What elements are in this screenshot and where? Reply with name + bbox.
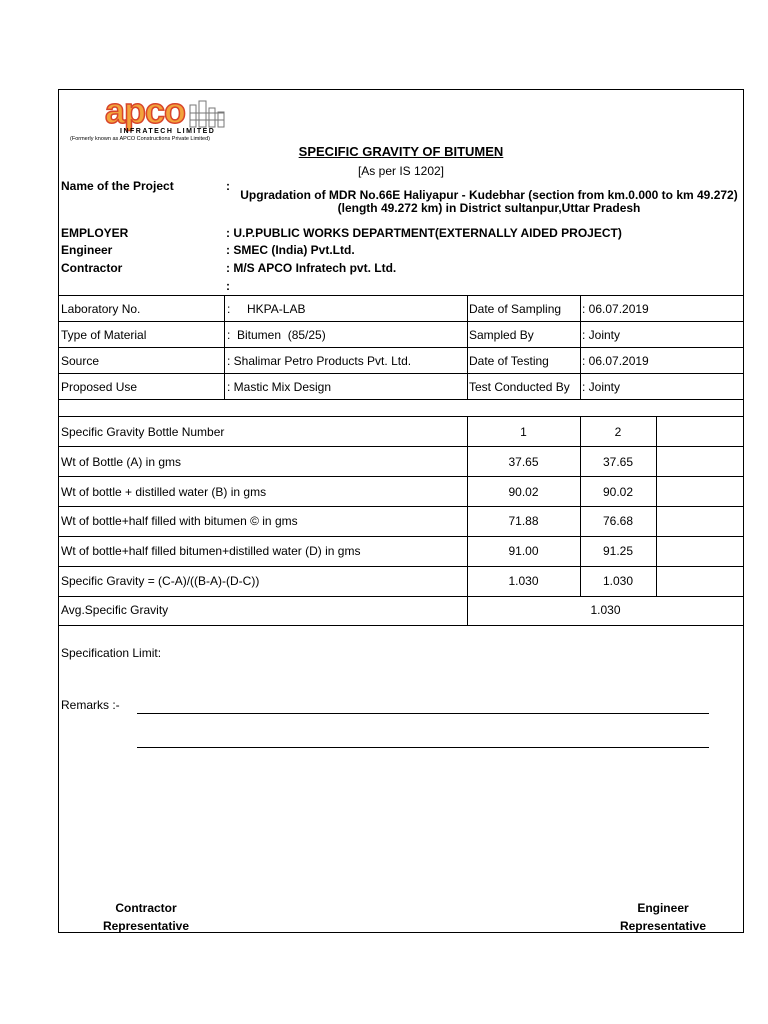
- engineer-label: Engineer: [61, 243, 113, 257]
- rule: [58, 321, 744, 322]
- rule: [58, 399, 744, 400]
- rule: [58, 295, 744, 296]
- col-divider: [656, 416, 657, 596]
- engineer-value: : SMEC (India) Pvt.Ltd.: [226, 243, 355, 257]
- engineer-signature-line2: Representative: [619, 919, 707, 933]
- info-value: : 06.07.2019: [582, 354, 649, 368]
- contractor-label: Contractor: [61, 261, 123, 275]
- logo-subtitle: INFRATECH LIMITED: [120, 128, 216, 135]
- info-value: : Mastic Mix Design: [227, 380, 332, 394]
- test-value-1: 37.65: [508, 455, 539, 469]
- test-value-2: 90.02: [602, 485, 634, 499]
- logo-wordmark: apco: [105, 90, 186, 131]
- test-value-1: 90.02: [508, 485, 539, 499]
- info-value: : Shalimar Petro Products Pvt. Ltd.: [227, 354, 412, 368]
- info-label: Type of Material: [61, 328, 147, 342]
- info-label: Sampled By: [469, 328, 534, 342]
- info-label: Laboratory No.: [61, 302, 141, 316]
- test-value-2: 76.68: [602, 514, 634, 528]
- test-label: Wt of Bottle (A) in gms: [61, 455, 182, 469]
- test-value-1: 91.00: [508, 544, 539, 558]
- rule: [58, 566, 744, 567]
- test-value-2: 1.030: [602, 574, 634, 588]
- page-title: SPECIFIC GRAVITY OF BITUMEN: [298, 144, 504, 159]
- test-value-2: 37.65: [602, 455, 634, 469]
- info-label: Date of Sampling: [469, 302, 562, 316]
- test-value-1: 71.88: [508, 514, 539, 528]
- info-value: : Jointy: [582, 328, 621, 342]
- test-label: Wt of bottle + distilled water (B) in gms: [61, 485, 267, 499]
- test-value-2: 2: [614, 425, 622, 439]
- info-value: : 06.07.2019: [582, 302, 649, 316]
- rule: [58, 596, 744, 597]
- blank-colon: :: [226, 279, 230, 293]
- rule: [58, 373, 744, 374]
- logo-former-name: (Formerly known as APCO Constructions Private Limited): [70, 136, 210, 142]
- project-name-line2: (length 49.272 km) in District sultanpur,Uttar Pradesh: [337, 201, 641, 215]
- employer-value: : U.P.PUBLIC WORKS DEPARTMENT(EXTERNALLY AIDED PROJECT): [226, 226, 622, 240]
- project-label: Name of the Project: [61, 179, 174, 193]
- test-label: Specific Gravity Bottle Number: [61, 425, 225, 439]
- rule: [58, 536, 744, 537]
- col-divider: [580, 295, 581, 399]
- avg-value: 1.030: [590, 603, 621, 617]
- specification-limit: Specification Limit:: [61, 646, 162, 660]
- col-divider: [580, 416, 581, 596]
- rule: [58, 506, 744, 507]
- test-value-1: 1.030: [508, 574, 539, 588]
- document-frame: [58, 89, 744, 933]
- contractor-signature-line1: Contractor: [115, 901, 177, 915]
- standard-reference: [As per IS 1202]: [357, 164, 445, 178]
- project-colon: :: [226, 179, 230, 193]
- info-label: Date of Testing: [469, 354, 549, 368]
- info-label: Proposed Use: [61, 380, 138, 394]
- info-label: Test Conducted By: [469, 380, 570, 394]
- test-label: Specific Gravity = (C-A)/((B-A)-(D-C)): [61, 574, 260, 588]
- info-value: : Bitumen (85/25): [227, 328, 326, 342]
- building-icon: [188, 99, 228, 129]
- rule: [58, 625, 744, 626]
- info-value: : Jointy: [582, 380, 621, 394]
- rule: [58, 347, 744, 348]
- remarks-label: Remarks :-: [61, 698, 120, 712]
- project-name-line1: Upgradation of MDR No.66E Haliyapur - Kudebhar (section from km.0.000 to km 49.272): [240, 188, 738, 202]
- contractor-signature-line2: Representative: [102, 919, 190, 933]
- remarks-line: [137, 747, 709, 748]
- col-divider: [224, 295, 225, 399]
- rule: [58, 476, 744, 477]
- remarks-line: [137, 713, 709, 714]
- engineer-signature-line1: Engineer: [637, 901, 689, 915]
- employer-label: EMPLOYER: [61, 226, 129, 240]
- info-label: Source: [61, 354, 100, 368]
- rule: [58, 446, 744, 447]
- test-value-1: 1: [520, 425, 527, 439]
- contractor-value: : M/S APCO Infratech pvt. Ltd.: [226, 261, 397, 275]
- info-value: : HKPA-LAB: [227, 302, 306, 316]
- test-label: Wt of bottle+half filled with bitumen © in gms: [61, 514, 298, 528]
- avg-label: Avg.Specific Gravity: [61, 603, 169, 617]
- test-label: Wt of bottle+half filled bitumen+distilled water (D) in gms: [61, 544, 361, 558]
- rule: [58, 416, 744, 417]
- col-divider: [467, 295, 468, 399]
- company-logo: [68, 90, 268, 145]
- test-value-2: 91.25: [602, 544, 634, 558]
